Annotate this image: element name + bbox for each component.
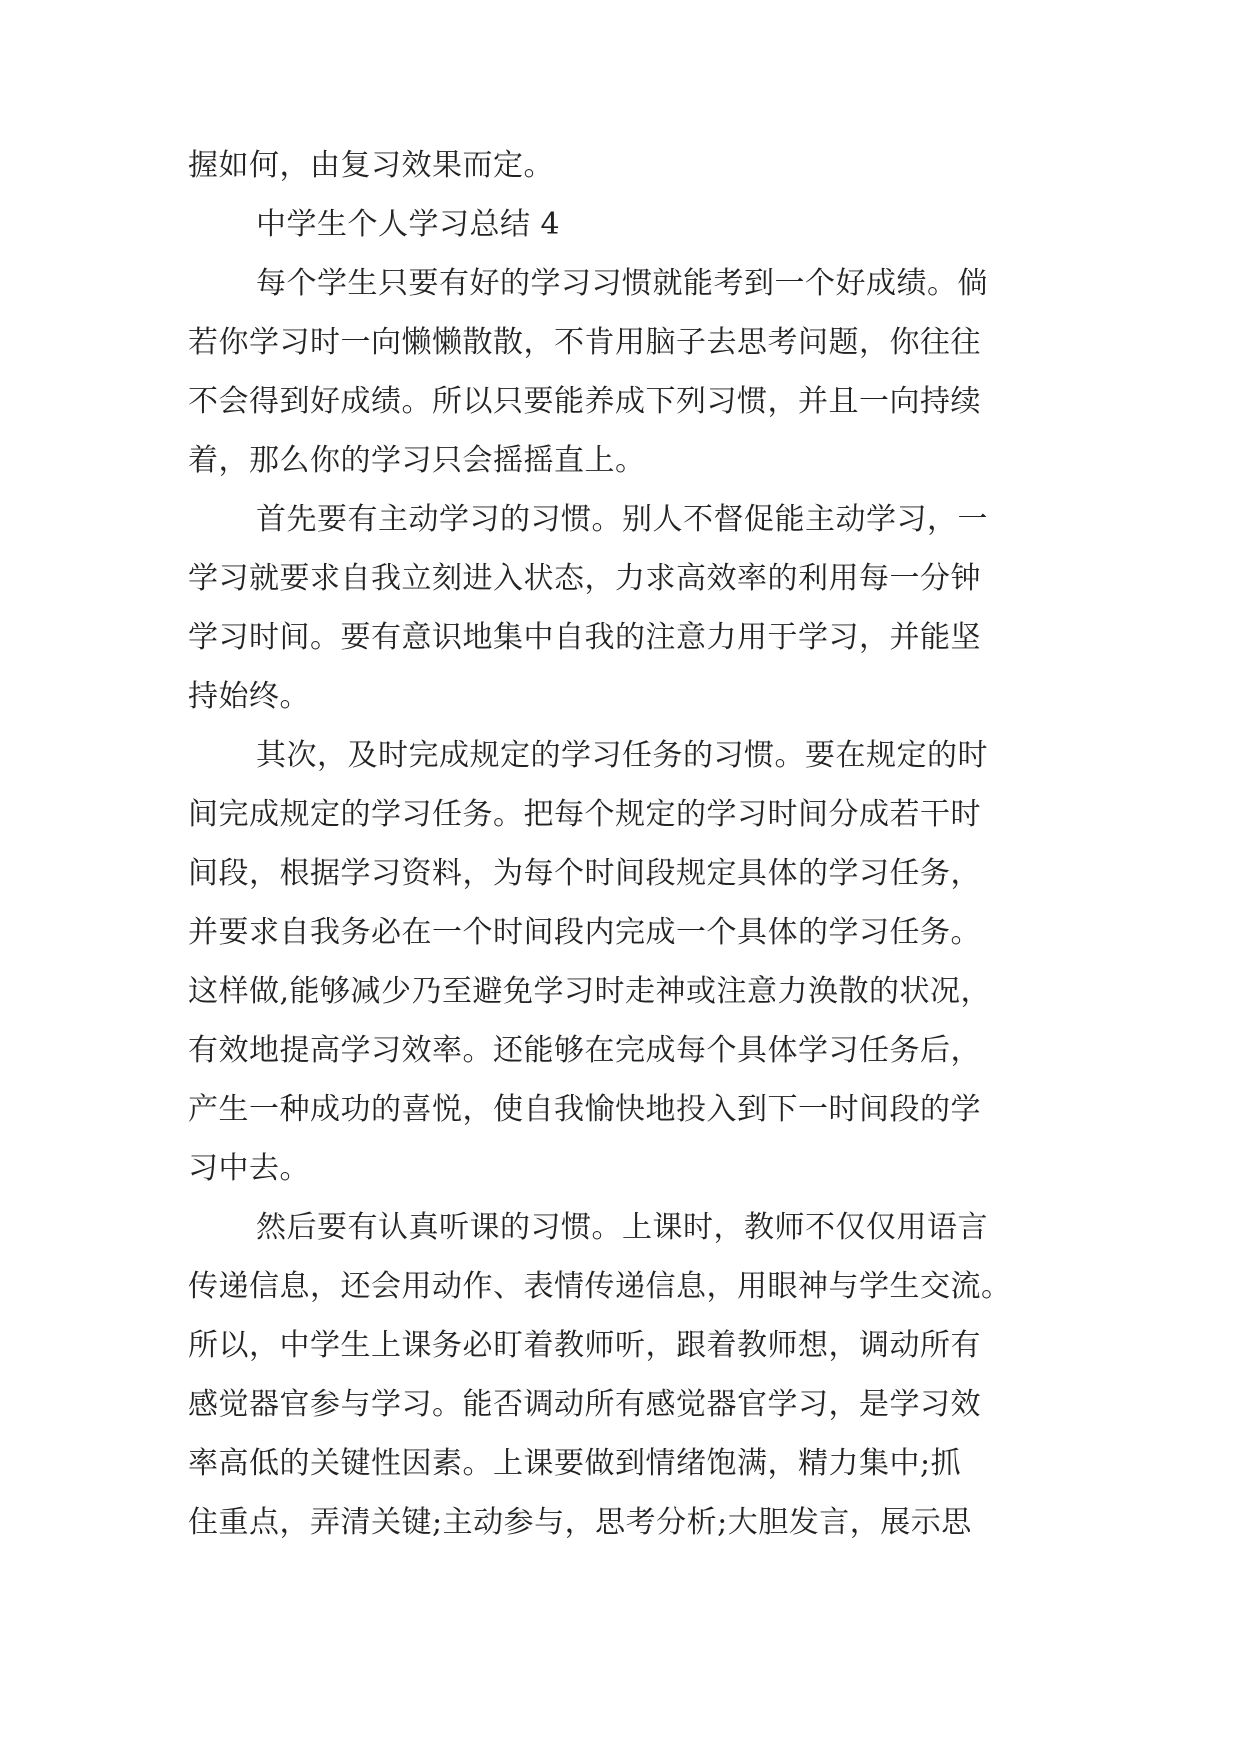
text-line: 感觉器官参与学习。能否调动所有感觉器官学习，是学习效: [188, 1387, 981, 1422]
text-line: 间完成规定的学习任务。把每个规定的学习时间分成若干时: [188, 797, 981, 832]
text-line: 率高低的关键性因素。上课要做到情绪饱满，精力集中;抓: [188, 1446, 962, 1481]
text-line: 其次，及时完成规定的学习任务的习惯。要在规定的时: [256, 738, 988, 773]
text-line: 习中去。: [188, 1151, 310, 1186]
text-line: 握如何，由复习效果而定。: [188, 148, 554, 183]
text-line: 间段，根据学习资料，为每个时间段规定具体的学习任务，: [188, 856, 981, 891]
text-line: 每个学生只要有好的学习习惯就能考到一个好成绩。倘: [256, 266, 988, 301]
text-line: 着，那么你的学习只会摇摇直上。: [188, 443, 646, 478]
text-line: 这样做,能够减少乃至避免学习时走神或注意力涣散的状况，: [188, 974, 992, 1009]
text-line: 不会得到好成绩。所以只要能养成下列习惯，并且一向持续: [188, 384, 981, 419]
text-line: 并要求自我务必在一个时间段内完成一个具体的学习任务。: [188, 915, 981, 950]
text-line: 若你学习时一向懒懒散散，不肯用脑子去思考问题，你往往: [188, 325, 981, 360]
text-line: 学习时间。要有意识地集中自我的注意力用于学习，并能坚: [188, 620, 981, 655]
text-line: 有效地提高学习效率。还能够在完成每个具体学习任务后，: [188, 1033, 981, 1068]
text-line: 然后要有认真听课的习惯。上课时，教师不仅仅用语言: [256, 1210, 988, 1245]
text-line: 传递信息，还会用动作、表情传递信息，用眼神与学生交流。: [188, 1269, 1012, 1304]
section-heading: 中学生个人学习总结 4: [256, 207, 561, 242]
text-line: 持始终。: [188, 679, 310, 714]
text-line: 所以，中学生上课务必盯着教师听，跟着教师想，调动所有: [188, 1328, 981, 1363]
text-line: 学习就要求自我立刻进入状态，力求高效率的利用每一分钟: [188, 561, 981, 596]
text-line: 住重点，弄清关键;主动参与，思考分析;大胆发言，展示思: [188, 1505, 972, 1540]
text-line: 首先要有主动学习的习惯。别人不督促能主动学习，一: [256, 502, 988, 537]
text-line: 产生一种成功的喜悦，使自我愉快地投入到下一时间段的学: [188, 1092, 981, 1127]
